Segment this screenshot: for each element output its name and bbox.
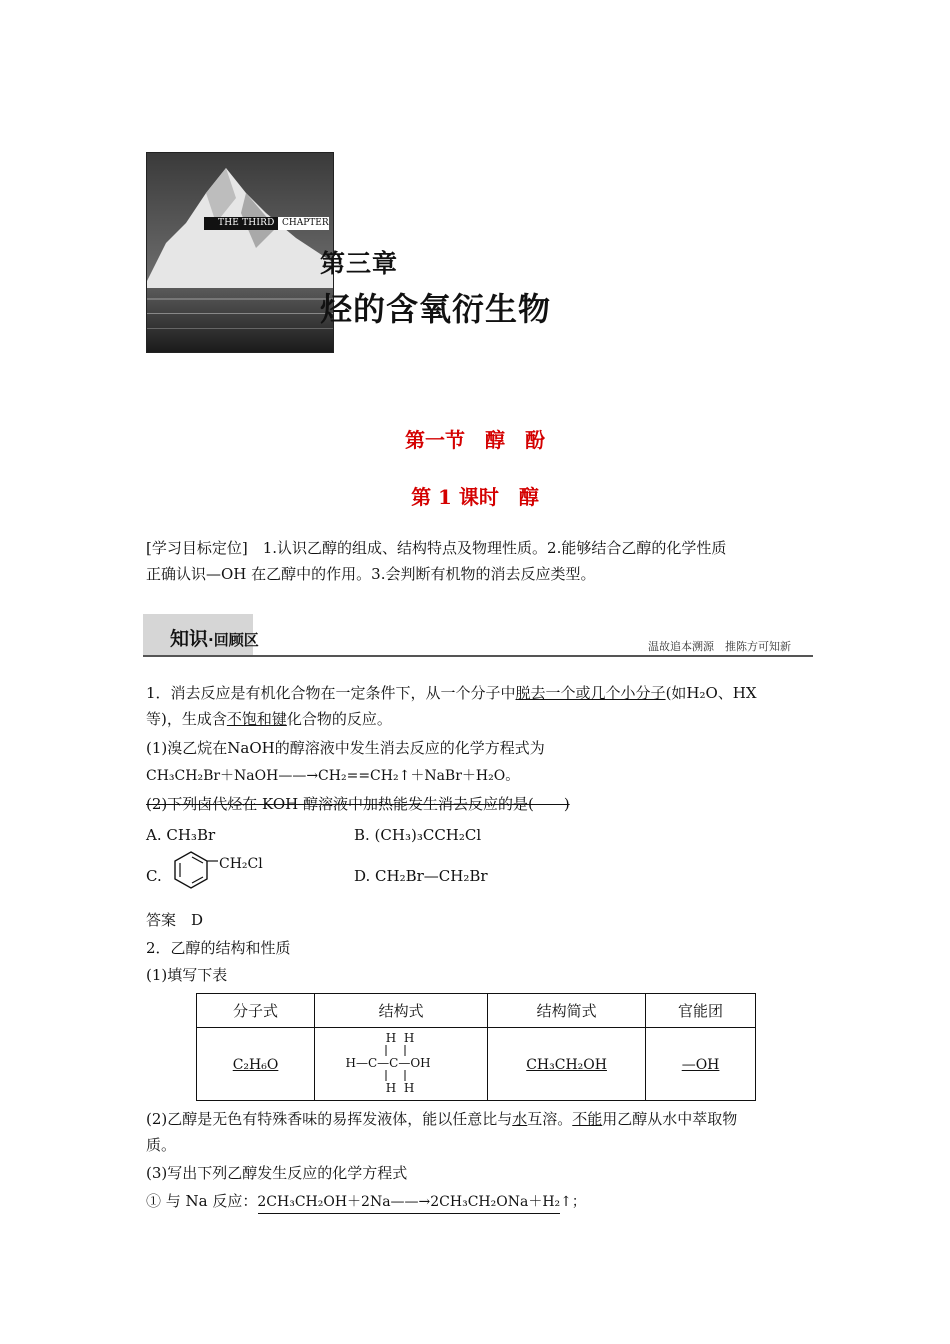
option-d: D. CH₂Br—CH₂Br	[354, 867, 488, 885]
learning-objectives	[146, 535, 816, 587]
q2-sub2: (2)乙醇是无色有特殊香味的易挥发液体，能以任意比与水互溶。不能用乙醇从水中萃取物	[146, 1110, 738, 1128]
answer-blank: 水	[512, 1110, 528, 1128]
ethanol-structure-table	[196, 993, 756, 1101]
answer-blank: 脱去一个或几个小分子	[515, 684, 666, 702]
table-cell-short-formula: CH₃CH₂OH	[488, 1028, 646, 1101]
banner-border	[146, 152, 147, 352]
chapter-name: 烃的含氧衍生物	[320, 290, 552, 328]
structure-bonds-icon	[315, 1028, 487, 1100]
q2-sub3: (3)写出下列乙醇发生反应的化学方程式	[146, 1164, 408, 1182]
objectives-text: 正确认识—OH 在乙醇中的作用。3.会判断有机物的消去反应类型。	[146, 565, 596, 583]
section-title: 第一节 醇 酚	[405, 428, 545, 452]
objectives-text: 1.认识乙醇的组成、结构特点及物理性质。2.能够结合乙醇的化学性质	[247, 539, 727, 557]
chapter-number: 第三章	[320, 249, 399, 278]
section-bar-divider	[143, 655, 813, 657]
table-cell-structure	[315, 1028, 488, 1101]
q1-equation: CH₃CH₂Br＋NaOH——→CH₂==CH₂↑＋NaBr＋H₂O。	[146, 768, 520, 784]
table-header: 结构式	[315, 994, 488, 1028]
chapter-tag-label: THE THIRD	[204, 217, 280, 230]
q1-line1: 1．消去反应是有机化合物在一定条件下，从一个分子中脱去一个或几个小分子(如H₂O、HX	[146, 684, 757, 702]
review-title-rest: ·回顾区	[208, 631, 259, 649]
q2-sub1: (1)填写下表	[146, 966, 228, 984]
benzene-ring-icon	[170, 848, 220, 898]
review-section-title	[170, 624, 259, 651]
lesson-title: 第 1 课时 醇	[411, 485, 539, 509]
objectives-label: [学习目标定位]	[146, 539, 248, 557]
iceberg-photo-icon	[146, 153, 334, 353]
option-b: B. (CH₃)₃CCH₂Cl	[354, 826, 482, 844]
q2-sub2-cont: 质。	[146, 1136, 177, 1154]
review-tagline: 温故追本溯源 推陈方可知新	[648, 640, 791, 653]
table-header: 官能团	[646, 994, 756, 1028]
answer-blank: 不能	[572, 1110, 603, 1128]
q2-na-reaction: ① 与 Na 反应：2CH₃CH₂OH＋2Na——→2CH₃CH₂ONa＋H₂↑；	[146, 1192, 586, 1210]
structure-main-chain: H—C—C—OH	[345, 1056, 431, 1070]
q1-line2: 等)，生成含不饱和键化合物的反应。	[146, 710, 392, 728]
table-cell-formula: C₂H₆O	[197, 1028, 315, 1101]
structure-top-h: H H	[385, 1031, 415, 1045]
q1-sub1: (1)溴乙烷在NaOH的醇溶液中发生消去反应的化学方程式为	[146, 739, 545, 757]
option-a: A. CH₃Br	[146, 826, 216, 844]
answer-blank: 不饱和键	[226, 710, 287, 728]
table-header: 结构简式	[488, 994, 646, 1028]
table-cell-group: —OH	[646, 1028, 756, 1101]
chapter-banner-image	[146, 153, 334, 353]
q1-answer: 答案 D	[146, 911, 204, 929]
review-title-main: 知识	[170, 628, 209, 650]
table-header: 分子式	[197, 994, 315, 1028]
banner-border	[146, 152, 334, 153]
chapter-tag-label-right: CHAPTER	[278, 217, 329, 230]
q1-sub2: (2)下列卤代烃在 KOH 醇溶液中加热能发生消去反应的是( )	[146, 795, 570, 813]
structure-bottom-h: H H	[385, 1081, 415, 1095]
answer-underline	[258, 1213, 560, 1214]
banner-border	[146, 352, 334, 353]
option-c-substituent: CH₂Cl	[219, 856, 263, 872]
option-c-label: C.	[146, 867, 162, 885]
q2-title: 2．乙醇的结构和性质	[146, 939, 291, 957]
